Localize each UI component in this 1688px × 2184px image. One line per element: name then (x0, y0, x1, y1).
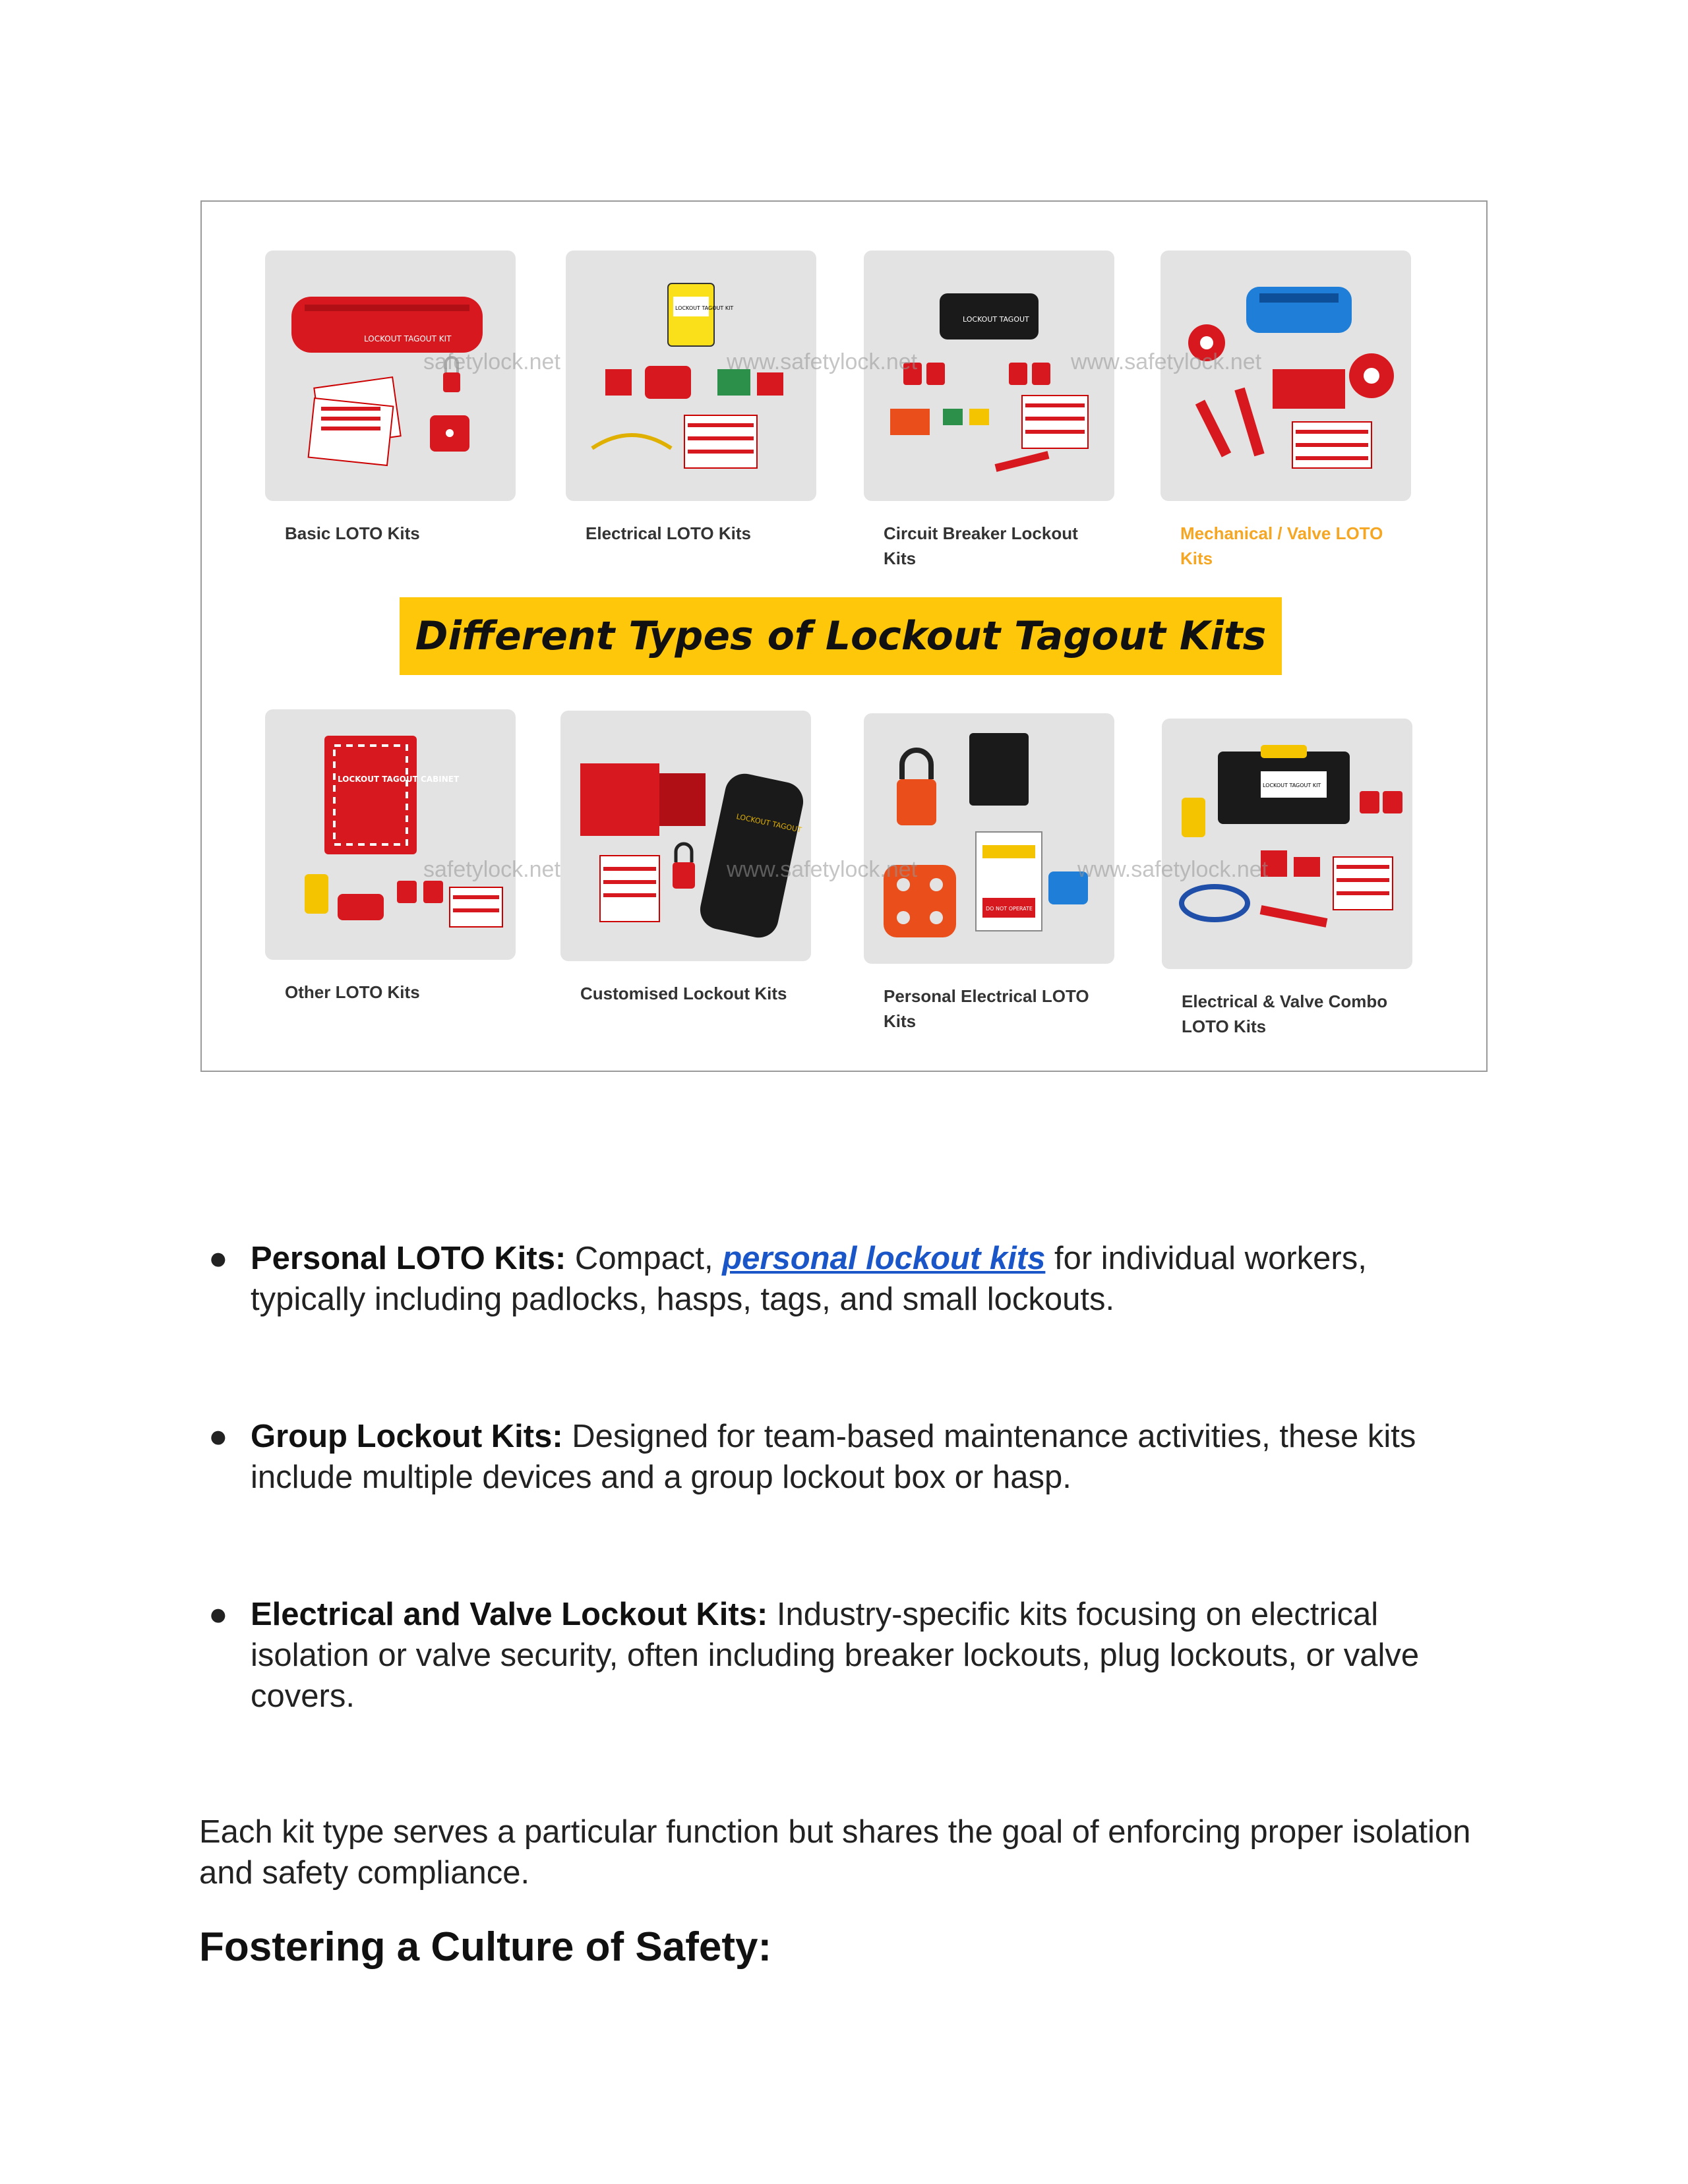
bullet-dot: ● (208, 1597, 228, 1632)
bullet-dot: ● (208, 1419, 228, 1454)
kit-caption: Customised Lockout Kits (580, 984, 787, 1003)
list-item-title: Personal LOTO Kits: (251, 1241, 566, 1276)
summary-paragraph: Each kit type serves a particular function but shares the goal of enforcing proper isolation and safety compliance. (199, 1814, 1471, 1891)
kit-bag-label: LOCKOUT TAGOUT KIT (675, 305, 734, 311)
kit-caption: Electrical & Valve Combo LOTO Kits (1182, 991, 1388, 1036)
toolbox-label: LOCKOUT TAGOUT KIT (1263, 782, 1321, 788)
mechanical-kit-image (1160, 251, 1411, 501)
personal-electrical-kit-image (864, 713, 1114, 964)
watermark: www.safetylock.net (727, 349, 918, 374)
bullet-dot: ● (208, 1241, 228, 1276)
pouch-label: LOCKOUT TAGOUT (735, 812, 802, 835)
list-item-text: Compact, (566, 1241, 723, 1276)
list-item-text: for individual workers, typically including padlocks, hasps, tags, and small lockouts. (251, 1241, 1367, 1317)
circuit-breaker-kit-image (864, 251, 1114, 501)
kit-caption: Other LOTO Kits (285, 982, 420, 1002)
list-item-text: Designed for team-based maintenance activities, these kits include multiple devices and a group lockout box or hasp. (251, 1419, 1416, 1495)
kit-caption: Circuit Breaker Lockout Kits (884, 523, 1078, 568)
cabinet-label: LOCKOUT TAGOUT CABINET (338, 775, 460, 784)
kit-caption: Personal Electrical LOTO Kits (884, 986, 1089, 1031)
kit-caption: Electrical LOTO Kits (586, 523, 751, 543)
personal-lockout-kits-link[interactable]: personal lockout kits (722, 1241, 1046, 1276)
basic-kit-image (265, 251, 516, 501)
watermark: www.safetylock.net (727, 857, 918, 882)
kit-caption-highlighted: Mechanical / Valve LOTO Kits (1180, 523, 1383, 568)
watermark: safetylock.net (423, 857, 560, 882)
list-item (208, 1238, 1477, 1320)
section-heading: Fostering a Culture of Safety: (199, 1924, 772, 1970)
list-item (208, 1594, 1477, 1717)
kit-caption: Basic LOTO Kits (285, 523, 420, 543)
kit-bag-label: LOCKOUT TAGOUT KIT (364, 334, 452, 343)
tag-label: DO NOT OPERATE (986, 906, 1033, 912)
list-item (208, 1416, 1477, 1498)
watermark: safetylock.net (423, 349, 560, 374)
customised-kit-image (560, 711, 811, 961)
other-kit-image (265, 709, 516, 960)
list-item-title: Electrical and Valve Lockout Kits: (251, 1597, 768, 1632)
list-item-title: Group Lockout Kits: (251, 1419, 563, 1454)
infographic-title: Different Types of Lockout Tagout Kits (415, 613, 1267, 659)
watermark: www.safetylock.net (1071, 349, 1262, 374)
electrical-kit-image (566, 251, 816, 501)
combo-kit-image (1162, 719, 1412, 969)
kits-infographic (200, 200, 1488, 1072)
list-item-text: Industry-specific kits focusing on electrical isolation or valve security, often including breaker lockouts, plug lockouts, or valve covers. (251, 1597, 1420, 1714)
infographic-title-banner (400, 597, 1282, 675)
watermark: www.safetylock.net (1077, 857, 1269, 882)
kit-bag-label: LOCKOUT TAGOUT (963, 315, 1029, 324)
